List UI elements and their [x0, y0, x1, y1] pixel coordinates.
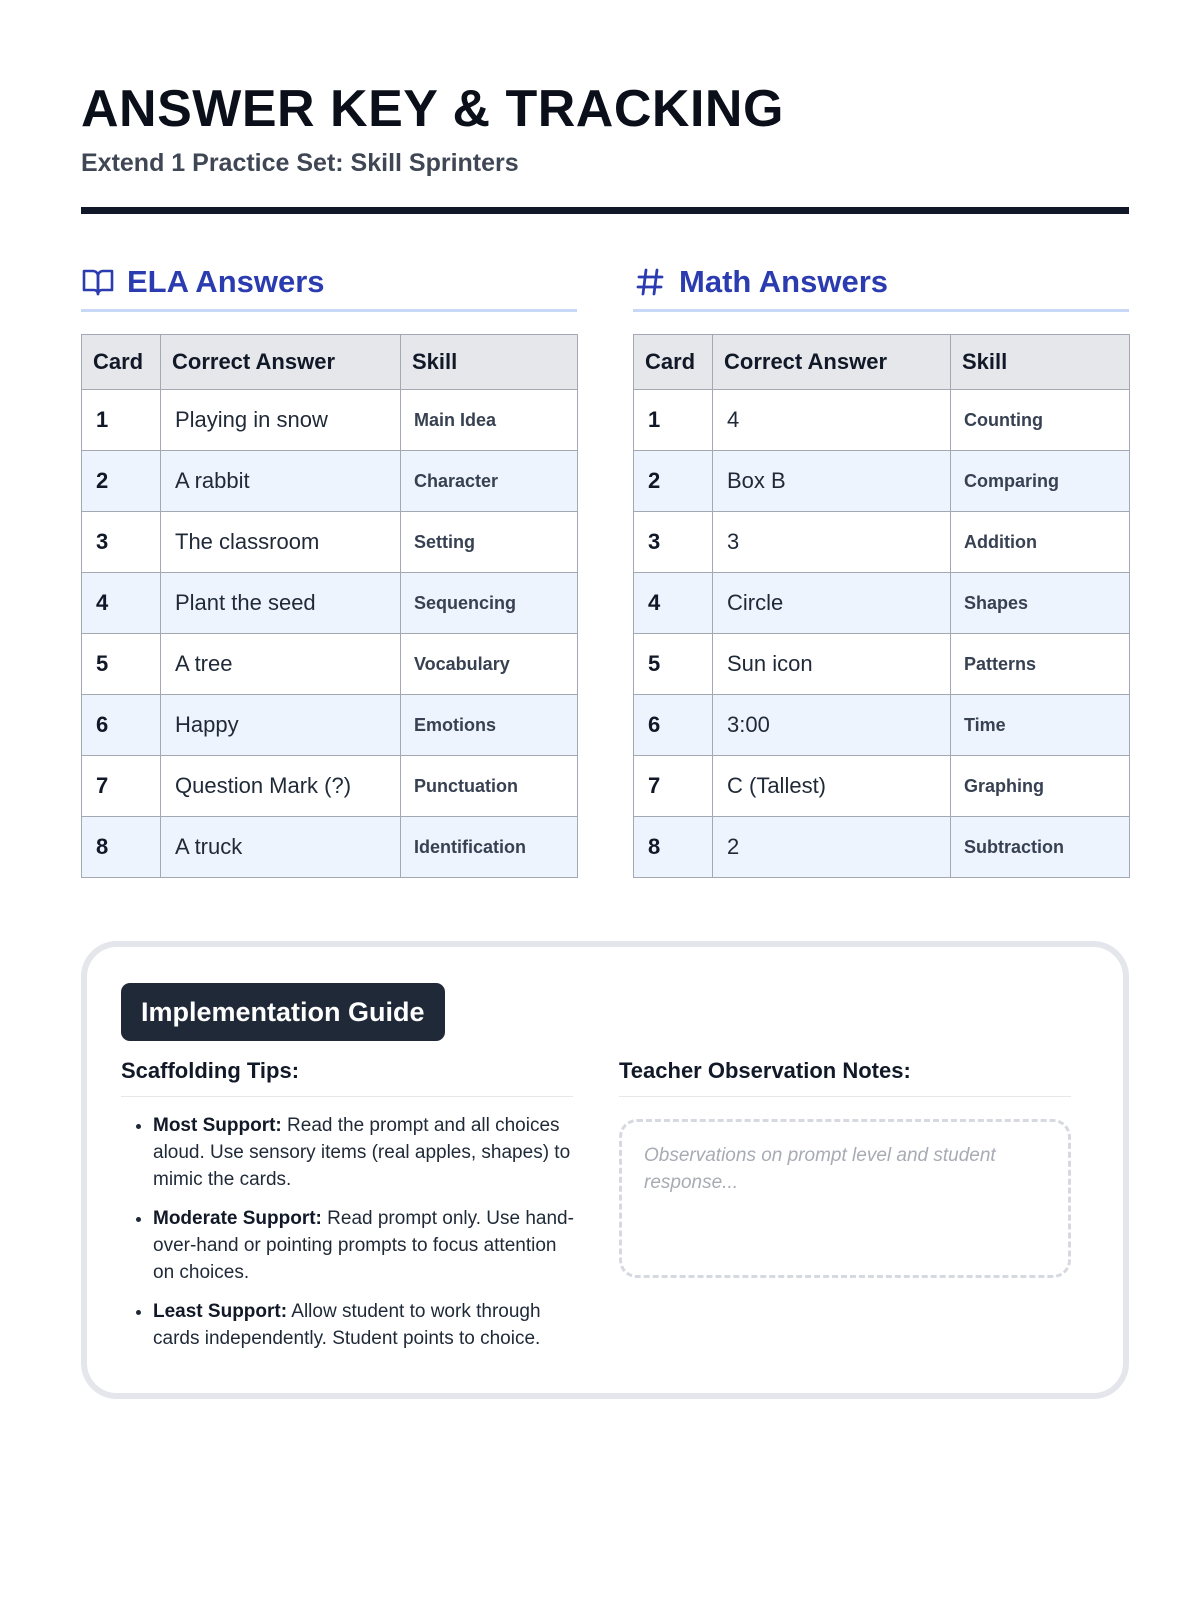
page-subtitle: Extend 1 Practice Set: Skill Sprinters [81, 149, 519, 177]
correct-answer: 3 [713, 512, 951, 573]
correct-answer: Plant the seed [161, 573, 401, 634]
skill: Addition [951, 512, 1130, 573]
ela-section-header [81, 255, 577, 312]
card-number: 4 [82, 573, 161, 634]
correct-answer: Sun icon [713, 634, 951, 695]
list-item [153, 1112, 581, 1193]
tip-label: Least Support: [153, 1301, 288, 1322]
ela-answers-table [81, 334, 578, 878]
column-header-card: Card [634, 335, 713, 390]
math-answers-table [633, 334, 1130, 878]
card-number: 3 [634, 512, 713, 573]
skill: Sequencing [401, 573, 578, 634]
correct-answer: Question Mark (?) [161, 756, 401, 817]
table-row [82, 390, 578, 451]
card-number: 8 [634, 817, 713, 878]
skill: Setting [401, 512, 578, 573]
card-number: 6 [634, 695, 713, 756]
tip-text: Read the prompt and all choices aloud. Use sensory items (real apples, shapes) to mimic the cards. [153, 1115, 571, 1190]
implementation-guide-panel [81, 941, 1129, 1399]
table-row [82, 695, 578, 756]
skill: Punctuation [401, 756, 578, 817]
correct-answer: Circle [713, 573, 951, 634]
column-header-skill: Skill [401, 335, 578, 390]
correct-answer: 2 [713, 817, 951, 878]
list-item [153, 1298, 581, 1352]
card-number: 7 [82, 756, 161, 817]
tip-text: Allow student to work through cards independently. Student points to choice. [153, 1301, 541, 1349]
teacher-notes-heading: Teacher Observation Notes: [619, 1058, 1071, 1097]
skill: Comparing [951, 451, 1130, 512]
tip-label: Moderate Support: [153, 1208, 322, 1229]
correct-answer: C (Tallest) [713, 756, 951, 817]
correct-answer: 4 [713, 390, 951, 451]
card-number: 6 [82, 695, 161, 756]
table-row [634, 573, 1130, 634]
page-title: ANSWER KEY & TRACKING [81, 80, 784, 138]
correct-answer: A truck [161, 817, 401, 878]
skill: Time [951, 695, 1130, 756]
card-number: 2 [634, 451, 713, 512]
implementation-guide-badge: Implementation Guide [121, 983, 445, 1041]
card-number: 1 [82, 390, 161, 451]
table-row [82, 451, 578, 512]
table-row [82, 512, 578, 573]
math-section-header [633, 255, 1129, 312]
table-row [634, 756, 1130, 817]
correct-answer: A rabbit [161, 451, 401, 512]
card-number: 7 [634, 756, 713, 817]
skill: Shapes [951, 573, 1130, 634]
scaffolding-tips-heading: Scaffolding Tips: [121, 1058, 573, 1097]
hash-icon [633, 265, 667, 299]
column-header-answer: Correct Answer [713, 335, 951, 390]
table-row [82, 756, 578, 817]
header-divider [81, 207, 1129, 214]
correct-answer: Box B [713, 451, 951, 512]
table-row [82, 634, 578, 695]
skill: Patterns [951, 634, 1130, 695]
table-header-row [82, 335, 578, 390]
skill: Vocabulary [401, 634, 578, 695]
math-answers-section [633, 255, 1129, 878]
table-row [82, 573, 578, 634]
card-number: 3 [82, 512, 161, 573]
table-row [634, 390, 1130, 451]
table-row [634, 451, 1130, 512]
skill: Main Idea [401, 390, 578, 451]
answer-key-page [81, 78, 1129, 1349]
table-row [82, 817, 578, 878]
skill: Identification [401, 817, 578, 878]
correct-answer: Happy [161, 695, 401, 756]
card-number: 2 [82, 451, 161, 512]
table-row [634, 817, 1130, 878]
correct-answer: The classroom [161, 512, 401, 573]
notes-placeholder: Observations on prompt level and student response... [644, 1145, 996, 1193]
table-row [634, 512, 1130, 573]
column-header-card: Card [82, 335, 161, 390]
table-row [634, 695, 1130, 756]
ela-answers-section [81, 255, 577, 878]
table-row [634, 634, 1130, 695]
math-section-title: Math Answers [679, 264, 889, 299]
skill: Graphing [951, 756, 1130, 817]
scaffolding-tips-list [121, 1112, 581, 1364]
card-number: 1 [634, 390, 713, 451]
correct-answer: A tree [161, 634, 401, 695]
skill: Subtraction [951, 817, 1130, 878]
card-number: 4 [634, 573, 713, 634]
teacher-notes-field[interactable] [619, 1119, 1071, 1278]
book-icon [81, 265, 115, 299]
card-number: 5 [634, 634, 713, 695]
column-header-skill: Skill [951, 335, 1130, 390]
card-number: 8 [82, 817, 161, 878]
table-header-row [634, 335, 1130, 390]
skill: Emotions [401, 695, 578, 756]
correct-answer: 3:00 [713, 695, 951, 756]
column-header-answer: Correct Answer [161, 335, 401, 390]
skill: Character [401, 451, 578, 512]
tip-label: Most Support: [153, 1115, 282, 1136]
skill: Counting [951, 390, 1130, 451]
list-item [153, 1205, 581, 1286]
card-number: 5 [82, 634, 161, 695]
correct-answer: Playing in snow [161, 390, 401, 451]
tip-text: Read prompt only. Use hand-over-hand or pointing prompts to focus attention on choices. [153, 1208, 574, 1283]
ela-section-title: ELA Answers [127, 264, 325, 299]
